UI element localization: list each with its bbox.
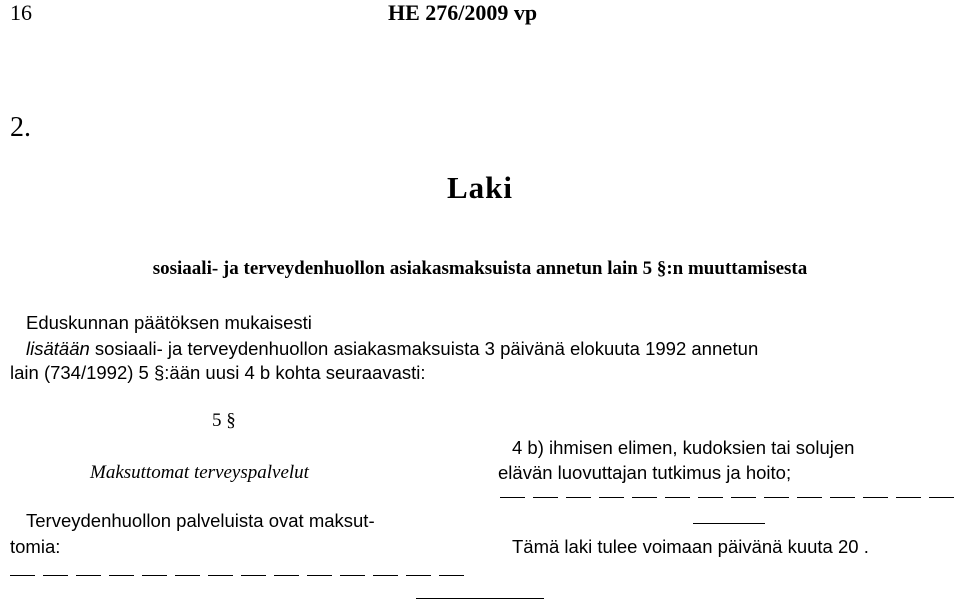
section-number: 2. <box>10 112 31 143</box>
document-reference: HE 276/2009 vp <box>388 0 538 25</box>
preamble-line-3: lain (734/1992) 5 §:ään uusi 4 b kohta seuraavasti: <box>10 362 426 383</box>
page-number: 16 <box>10 0 32 25</box>
item-line-1: 4 b) ihmisen elimen, kudoksien tai solujen <box>512 437 855 458</box>
preamble-line-2 <box>26 338 758 360</box>
preamble-line-1: Eduskunnan päätöksen mukaisesti <box>26 312 312 333</box>
separator-rule-right <box>693 523 765 524</box>
left-text-line-1: Terveydenhuollon palveluista ovat maksut- <box>26 510 375 531</box>
section-mark: 5 § <box>212 410 236 431</box>
separator-rule-bottom <box>416 598 544 599</box>
preamble-line-2-text: sosiaali- ja terveydenhuollon asiakasmaksuista 3 päivänä elokuuta 1992 annetun <box>89 338 759 359</box>
law-subtitle: sosiaali- ja terveydenhuollon asiakasmaksuista annetun lain 5 §:n muuttamisesta <box>152 258 808 279</box>
entry-into-force: Tämä laki tulee voimaan päivänä kuuta 20 . <box>512 536 869 557</box>
amendment-verb: lisätään <box>26 338 90 359</box>
section-heading: Maksuttomat terveyspalvelut <box>90 462 309 483</box>
left-text-line-2: tomia: <box>10 536 61 557</box>
omission-dashes-right <box>500 497 954 498</box>
omission-dashes-left <box>10 575 464 576</box>
item-line-2: elävän luovuttajan tutkimus ja hoito; <box>498 462 792 483</box>
law-title: Laki <box>446 170 514 205</box>
